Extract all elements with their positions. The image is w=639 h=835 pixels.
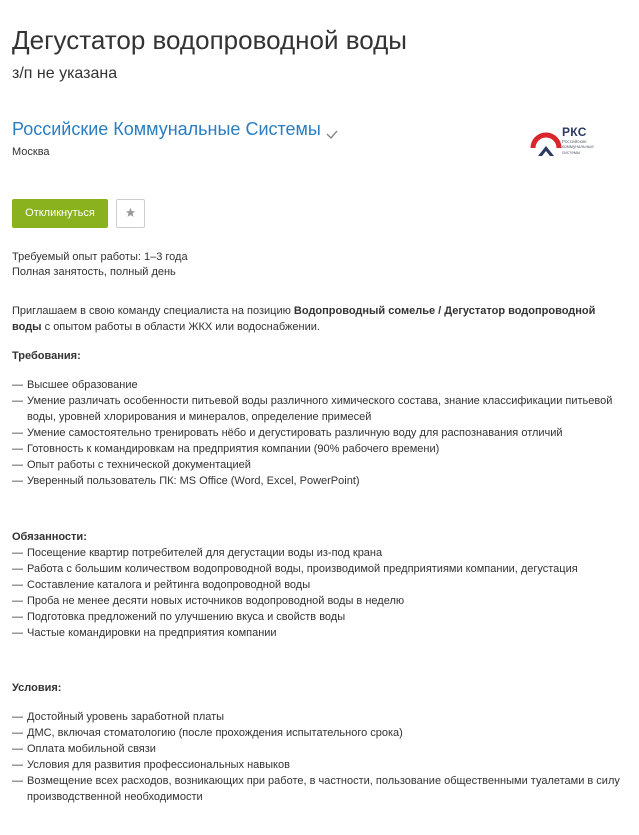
duties-title: Обязанности:	[12, 531, 87, 543]
company-city: Москва	[12, 146, 50, 158]
intro-text-end: с опытом работы в области ЖКХ или водоснабжении.	[41, 321, 320, 333]
duty-item: — Работа с большим количеством водопроводной воды, производимой предприятиями компании, дегустация	[12, 561, 627, 577]
conditions-title: Условия:	[12, 682, 62, 694]
experience-text: Требуемый опыт работы: 1–3 года	[12, 251, 188, 263]
logo-subtitle: Российские коммунальные системы	[562, 139, 594, 155]
company-logo[interactable]	[530, 122, 602, 160]
employment-text: Полная занятость, полный день	[12, 266, 176, 278]
duty-item: — Подготовка предложений по улучшению вкуса и свойств воды	[12, 609, 627, 625]
vacancy-meta	[12, 250, 188, 280]
requirement-item: — Уверенный пользователь ПК: MS Office (Word, Excel, PowerPoint)	[12, 473, 627, 489]
intro-position-name: Водопроводный сомелье / Дегустатор водопроводной воды	[12, 305, 596, 333]
duty-item: — Составление каталога и рейтинга водопроводной воды	[12, 577, 627, 593]
duties-list	[12, 545, 627, 641]
duty-item: — Посещение квартир потребителей для дегустации воды из-под крана	[12, 545, 627, 561]
condition-item: — ДМС, включая стоматологию (после прохождения испытательного срока)	[12, 725, 627, 741]
company-link[interactable]: Российские Коммунальные Системы	[12, 119, 321, 139]
requirement-item: — Высшее образование	[12, 377, 627, 393]
duty-item: — Проба не менее десяти новых источников водопроводной воды в неделю	[12, 593, 627, 609]
star-icon	[125, 205, 136, 223]
condition-item: — Оплата мобильной связи	[12, 741, 627, 757]
salary-text: з/п не указана	[12, 65, 118, 82]
condition-item: — Условия для развития профессиональных навыков	[12, 757, 627, 773]
company-logo-emblem-icon	[530, 122, 562, 160]
verified-check-icon	[326, 127, 338, 137]
favorite-button[interactable]	[116, 199, 145, 228]
requirement-item: — Умение различать особенности питьевой воды различного химического состава, знание классификации питьевой воды, уровней хлорирования и минералов, определение примесей	[12, 393, 627, 425]
company-row	[12, 117, 338, 141]
intro-text-start: Приглашаем в свою команду специалиста на позицию	[12, 305, 294, 317]
requirements-list	[12, 377, 627, 489]
duty-item: — Частые командировки на предприятия компании	[12, 625, 627, 641]
condition-item: — Достойный уровень заработной платы	[12, 709, 627, 725]
conditions-list	[12, 709, 627, 805]
condition-item: — Возмещение всех расходов, возникающих при работе, в частности, пользование общественными туалетами в силу производственной необходимости	[12, 773, 627, 805]
respond-button[interactable]: Откликнуться	[12, 199, 108, 228]
requirements-title: Требования:	[12, 350, 81, 362]
requirement-item: — Умение самостоятельно тренировать нёбо и дегустировать различную воду для распознавания отличий	[12, 425, 627, 441]
vacancy-title: Дегустатор водопроводной воды	[12, 25, 407, 55]
requirement-item: — Готовность к командировкам на предприятия компании (90% рабочего времени)	[12, 441, 627, 457]
requirement-item: — Опыт работы с технической документацией	[12, 457, 627, 473]
logo-abbreviation: РКС	[562, 125, 587, 139]
vacancy-intro	[12, 303, 627, 335]
